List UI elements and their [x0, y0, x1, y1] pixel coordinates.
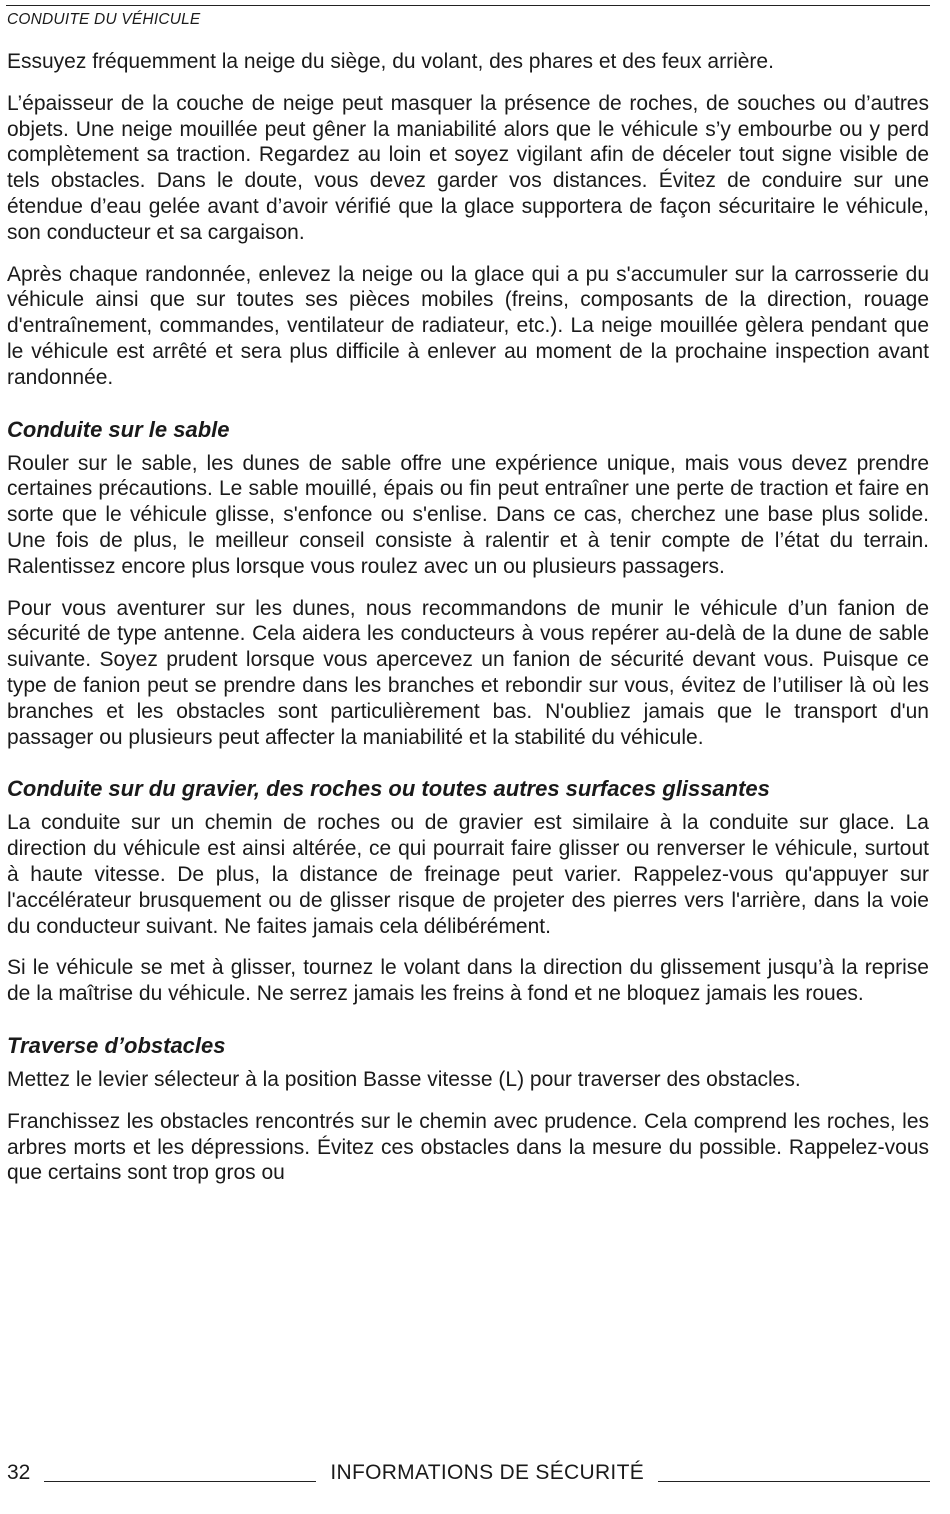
paragraph: Si le véhicule se met à glisser, tournez le volant dans la direction du glissement jusqu’à la reprise de la maîtrise du véhicule. Ne serrez jamais les freins à fond et ne bloquez jamais les roues.: [7, 956, 929, 1006]
page-footer: [7, 1458, 930, 1488]
paragraph: Après chaque randonnée, enlevez la neige ou la glace qui a pu s'accumuler sur la carrosserie du véhicule ainsi que sur toutes ses pièces mobiles (freins, composants de la direction, rouage d'entraînement, commandes, ventilateur de radiateur, etc.). La neige mouillée gèlera pendant que le véhicule est arrêté et sera plus difficile à enlever au moment de la prochaine inspection avant randonnée.: [7, 262, 929, 389]
paragraph: L’épaisseur de la couche de neige peut masquer la présence de roches, de souches ou d’autres objets. Une neige mouillée peut gêner la maniabilité alors que le véhicule s’y embourbe ou y perd complètement sa traction. Regardez au loin et soyez vigilant afin de déceler tout signe visible de tels obstacles. Dans le doute, vous devez garder vos distances. Évitez de conduire sur une étendue d’eau gelée avant d’avoir vérifié que la glace supportera de façon sécuritaire le véhicule, son conducteur et sa cargaison.: [7, 91, 929, 244]
section-heading-sable: Conduite sur le sable: [7, 416, 230, 442]
paragraph: Essuyez fréquemment la neige du siège, du volant, des phares et des feux arrière.: [7, 50, 774, 73]
paragraph: Franchissez les obstacles rencontrés sur le chemin avec prudence. Cela comprend les roches, les arbres morts et les dépressions. Évitez ces obstacles dans la mesure du possible. Rappelez-vous que certains sont trop gros ou: [7, 1109, 929, 1185]
running-header: CONDUITE DU VÉHICULE: [7, 11, 201, 28]
footer-section-title: INFORMATIONS DE SÉCURITÉ: [330, 1461, 645, 1484]
paragraph: Pour vous aventurer sur les dunes, nous recommandons de munir le véhicule d’un fanion de sécurité de type antenne. Cela aidera les conducteurs à vous repérer au-delà de la dune de sable suivante. Soyez prudent lorsque vous apercevez un fanion de sécurité devant vous. Puisque ce type de fanion peut se prendre dans les branches et rebondir sur vous, évitez de l’utiliser là où les branches et les obstacles sont particulièrement bas. N'oubliez jamais que le transport d'un passager ou plusieurs peut affecter la maniabilité et la stabilité du véhicule.: [7, 596, 929, 749]
page-number: 32: [7, 1461, 31, 1484]
section-heading-gravier: Conduite sur du gravier, des roches ou toutes autres surfaces glissantes: [7, 776, 770, 802]
paragraph: La conduite sur un chemin de roches ou de gravier est similaire à la conduite sur glace. La direction du véhicule est ainsi altérée, ce qui pourrait faire glisser ou renverser le véhicule, surtout à haute vitesse. De plus, la distance de freinage peut varier. Rappelez-vous qu'appuyer sur l'accélérateur brusquement ou de glisser risque de projeter des pierres vers l'arrière, dans la voie du conducteur suivant. Ne faites jamais cela délibérément.: [7, 811, 929, 938]
section-heading-obstacles: Traverse d’obstacles: [7, 1032, 226, 1058]
paragraph: Rouler sur le sable, les dunes de sable offre une expérience unique, mais vous devez prendre certaines précautions. Le sable mouillé, épais ou fin peut entraîner une perte de traction et faire en sorte que le véhicule glisse, s'enfonce ou s'enlise. Dans ce cas, cherchez une base plus solide. Une fois de plus, le meilleur conseil consiste à ralentir et à tenir compte de l’état du terrain. Ralentissez encore plus lorsque vous roulez avec un ou plusieurs passagers.: [7, 451, 929, 578]
page-content: [7, 49, 929, 1202]
paragraph: Mettez le levier sélecteur à la position Basse vitesse (L) pour traverser des obstacles.: [7, 1067, 801, 1091]
header-rule: [6, 5, 930, 6]
footer-rule-right: [658, 1481, 930, 1482]
footer-rule-left: [44, 1481, 316, 1482]
